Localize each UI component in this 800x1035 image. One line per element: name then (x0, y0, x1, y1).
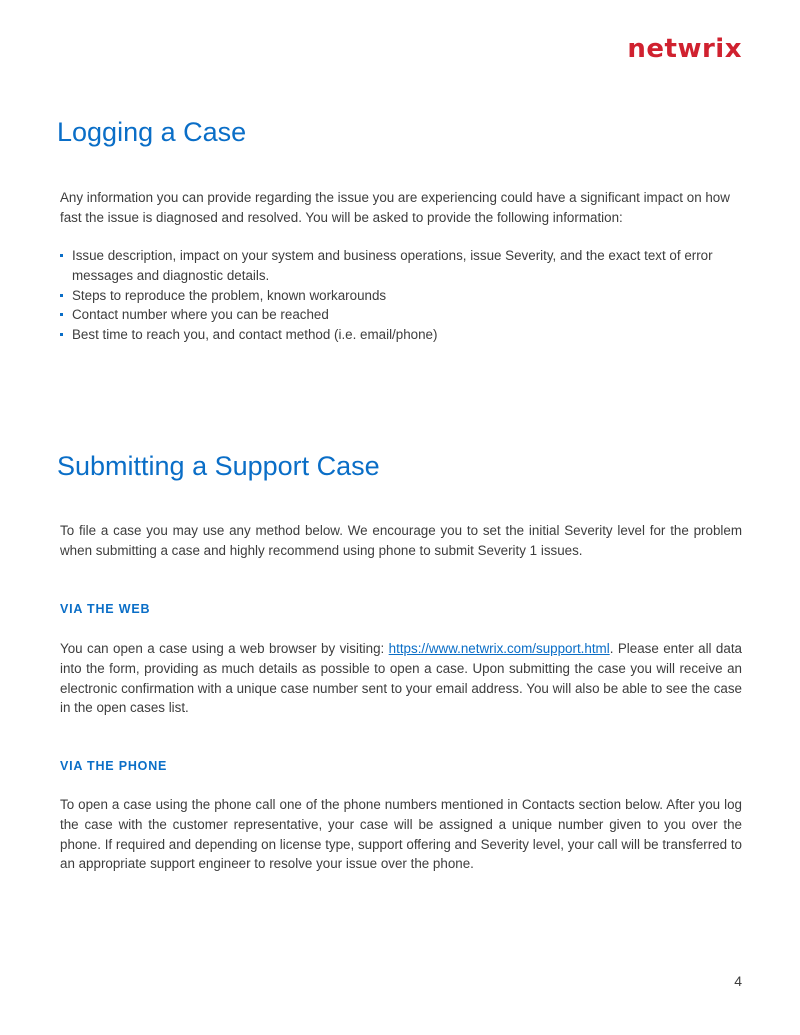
list-item-text: Contact number where you can be reached (72, 307, 329, 323)
bullet-icon (60, 294, 63, 297)
via-the-web-paragraph (60, 639, 742, 718)
netwrix-logo: netwrix (627, 34, 742, 64)
web-text-after-link: . Please enter all data into the form, providing as much details as possible to open a case. Upon submitting the case you will receive an electronic confirmation with a unique case number sent to your email address. You will also be able to see the case in the open cases list. (60, 641, 742, 716)
list-item-text: Best time to reach you, and contact method (i.e. email/phone) (72, 327, 438, 343)
via-the-phone-paragraph: To open a case using the phone call one of the phone numbers mentioned in Contacts section below. After you log the case with the customer representative, your case will be assigned a unique number given to you over the phone. If required and depending on license type, support offering and Severity level, your call will be transferred to an appropriate support engineer to resolve your issue over the phone. (60, 797, 742, 872)
list-item (60, 305, 742, 325)
web-text-before-link: You can open a case using a web browser by visiting: (60, 641, 389, 656)
via-the-web-heading: VIA THE WEB (60, 602, 151, 616)
via-the-phone-heading: VIA THE PHONE (60, 759, 168, 773)
list-item-text: Steps to reproduce the problem, known workarounds (72, 287, 387, 303)
section-title-logging-a-case: Logging a Case (57, 117, 247, 147)
list-item-text: Issue description, impact on your system and business operations, issue Severity, and the exact text of error messages and diagnostic details. (72, 248, 713, 283)
logging-info-list (60, 246, 742, 345)
logging-intro-paragraph: Any information you can provide regarding the issue you are experiencing could have a significant impact on how fast the issue is diagnosed and resolved. You will be asked to provide the following information: (60, 190, 730, 225)
bullet-icon (60, 333, 63, 336)
support-page-link[interactable]: https://www.netwrix.com/support.html (388, 641, 610, 656)
list-item (60, 286, 742, 306)
section-title-submitting-a-support-case: Submitting a Support Case (57, 451, 380, 481)
page-number: 4 (734, 973, 742, 989)
list-item (60, 325, 742, 345)
list-item (60, 246, 742, 286)
bullet-icon (60, 254, 63, 257)
bullet-icon (60, 313, 63, 316)
submitting-intro-paragraph: To file a case you may use any method below. We encourage you to set the initial Severity level for the problem when submitting a case and highly recommend using phone to submit Severity 1 issues. (60, 523, 742, 558)
